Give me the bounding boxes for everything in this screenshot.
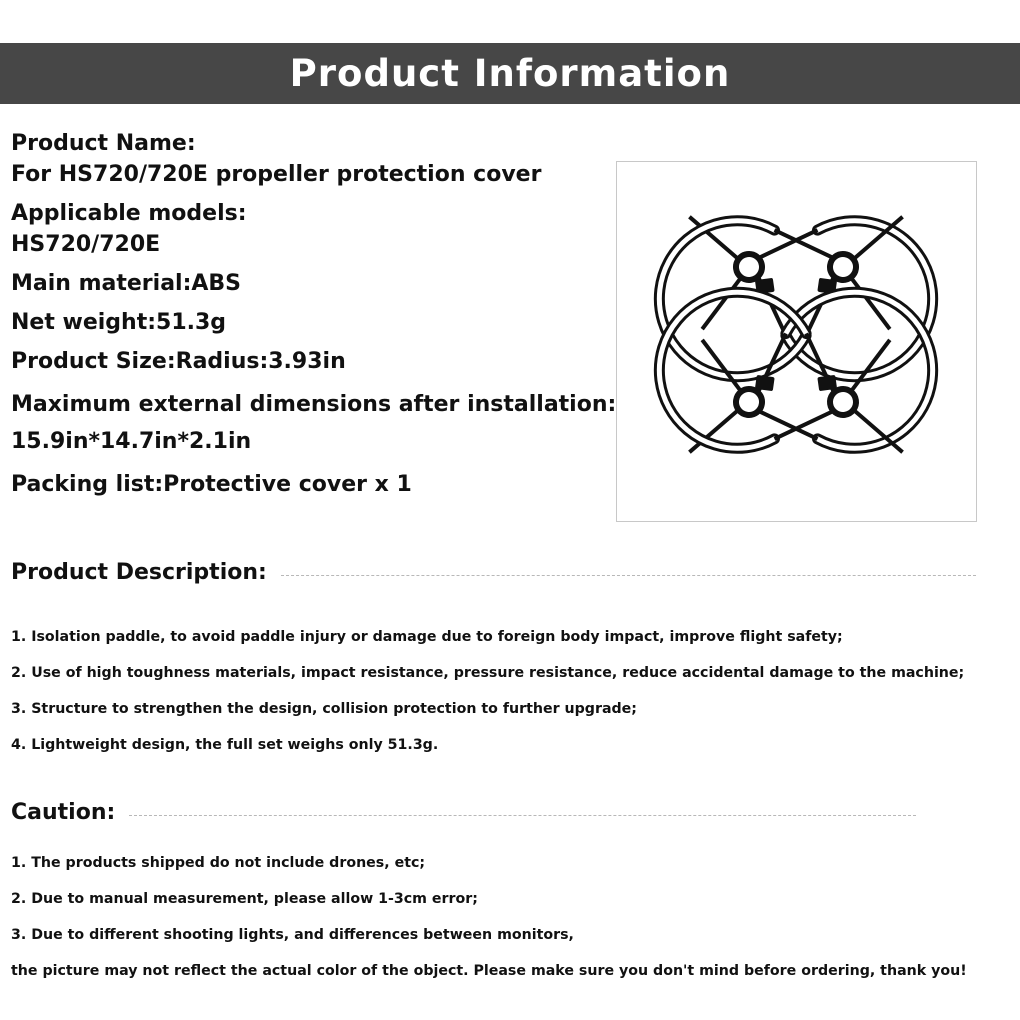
caution-title: Caution: [11, 800, 116, 825]
list-item: 3. Structure to strengthen the design, collision protection to further upgrade; [11, 701, 637, 717]
list-item: 3. Due to different shooting lights, and differences between monitors, [11, 927, 574, 943]
description-header [11, 560, 976, 585]
propeller-guards-image [617, 162, 976, 521]
list-item: 4. Lightweight design, the full set weighs only 51.3g. [11, 737, 439, 753]
list-item: 1. Isolation paddle, to avoid paddle injury or damage due to foreign body impact, improve flight safety; [11, 629, 843, 645]
weight-line: Net weight:51.3g [11, 310, 227, 335]
description-list [11, 619, 1011, 763]
caution-header [11, 800, 916, 825]
product-name-label: Product Name: [11, 131, 196, 156]
caution-list [11, 845, 1011, 989]
description-divider [281, 575, 976, 576]
page-banner [0, 43, 1020, 104]
packing-line: Packing list:Protective cover x 1 [11, 472, 412, 497]
list-item: the picture may not reflect the actual color of the object. Please make sure you don't mind before ordering, thank you! [11, 963, 967, 979]
material-line: Main material:ABS [11, 271, 242, 296]
product-name-value: For HS720/720E propeller protection cover [11, 162, 542, 187]
product-photo [616, 161, 977, 522]
max-dimensions-label: Maximum external dimensions after installation: [11, 392, 617, 417]
models-value: HS720/720E [11, 232, 161, 257]
list-item: 2. Due to manual measurement, please allow 1-3cm error; [11, 891, 478, 907]
product-info [11, 128, 617, 500]
page-title: Product Information [289, 52, 731, 95]
list-item: 1. The products shipped do not include drones, etc; [11, 855, 426, 871]
max-dimensions-value: 15.9in*14.7in*2.1in [11, 429, 252, 454]
list-item: 2. Use of high toughness materials, impact resistance, pressure resistance, reduce accidental damage to the machine; [11, 665, 965, 681]
caution-divider [129, 815, 916, 816]
models-label: Applicable models: [11, 201, 247, 226]
description-title: Product Description: [11, 560, 267, 585]
size-line: Product Size:Radius:3.93in [11, 349, 346, 374]
